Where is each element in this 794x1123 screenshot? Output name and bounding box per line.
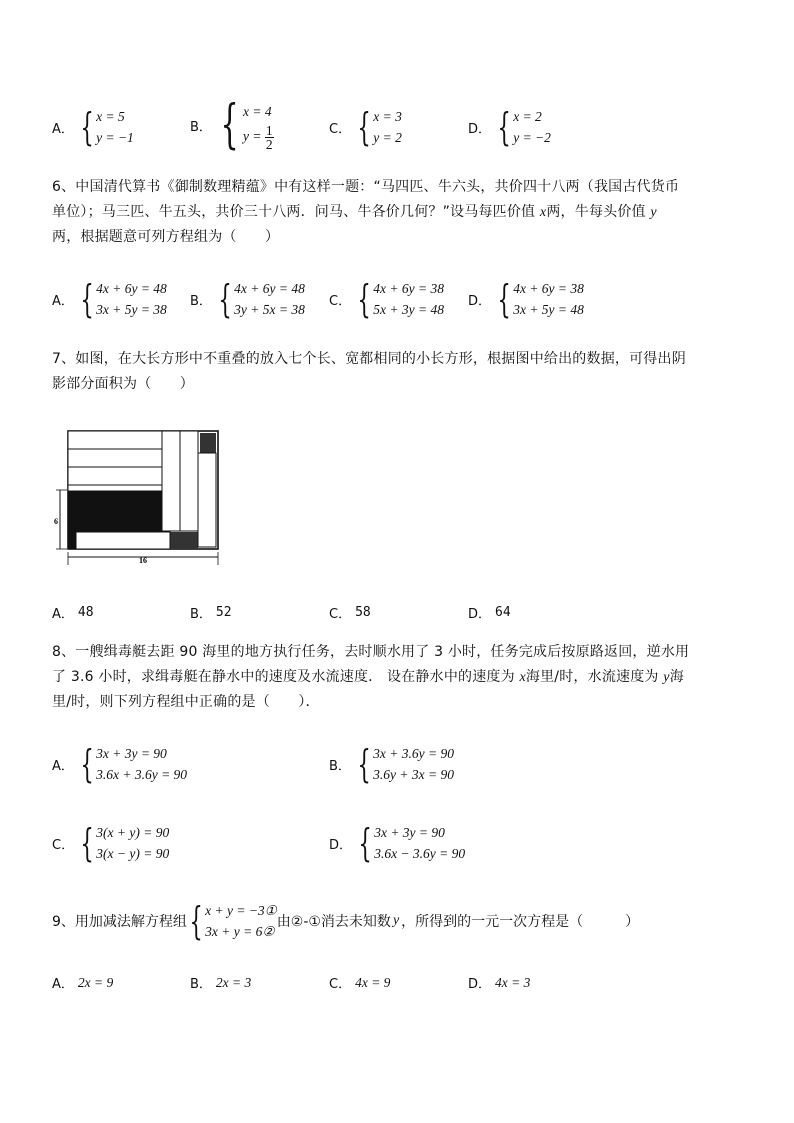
equation: x = 3 — [373, 109, 402, 124]
option-label: A． — [52, 977, 74, 992]
q9-suffix: ，所得到的一元一次方程是（ ） — [401, 914, 640, 930]
q7-option-a[interactable] — [52, 603, 94, 622]
q6-option-d[interactable] — [468, 278, 584, 320]
brace: { — [80, 742, 94, 786]
q9-option-b[interactable] — [190, 973, 251, 992]
equation: 3(x + y) = 90 — [96, 825, 170, 840]
brace: { — [357, 105, 371, 149]
question-9-text — [52, 900, 639, 942]
shaded-region-strip — [68, 532, 76, 549]
option-label: C． — [329, 607, 352, 622]
equation: x = 2 — [513, 109, 542, 124]
q8-option-c[interactable] — [52, 822, 169, 864]
q6-option-b[interactable] — [190, 278, 305, 320]
equation-fraction: y = $\frac{1}{2}$ — [243, 122, 273, 152]
option-label: B． — [329, 758, 351, 774]
equation: 4x + 6y = 38 — [513, 281, 584, 296]
q5-option-c[interactable] — [329, 106, 402, 148]
shaded-region-top-right — [200, 433, 216, 453]
option-label: B． — [190, 119, 212, 135]
q9-prefix: 9、用加减法解方程组 — [52, 914, 187, 930]
equation: 3y + 5x = 38 — [234, 302, 305, 317]
option-label: B． — [190, 977, 212, 992]
brace: { — [357, 277, 371, 321]
option-label: C． — [329, 121, 352, 137]
q5-option-d[interactable] — [468, 106, 551, 148]
option-label: A． — [52, 607, 74, 622]
brace: { — [189, 899, 203, 943]
q9-option-a[interactable] — [52, 973, 113, 992]
question-7-text — [52, 347, 742, 397]
equation: 3.6x + 3.6y = 90 — [96, 767, 188, 782]
q9-middle: 由②-①消去未知数 — [276, 914, 391, 930]
small-rect-bottom — [76, 532, 170, 549]
q9-option-c[interactable] — [329, 973, 390, 992]
small-rect-v2 — [180, 431, 198, 531]
equation: 4x + 6y = 38 — [373, 281, 444, 296]
brace: { — [358, 821, 372, 865]
equation: 3x + 3.6y = 90 — [373, 746, 454, 761]
option-value: 4x = 3 — [495, 974, 531, 990]
brace: { — [80, 821, 94, 865]
brace: { — [80, 277, 94, 321]
small-rect-h3 — [68, 467, 162, 485]
dimension-height-label: 6 — [54, 517, 58, 526]
brace: { — [80, 105, 94, 149]
equation: 3(x − y) = 90 — [96, 846, 170, 861]
option-label: D． — [329, 837, 353, 853]
option-value: 48 — [77, 605, 94, 620]
q7-option-b[interactable] — [190, 603, 232, 622]
brace: { — [497, 105, 511, 149]
option-label: A． — [52, 121, 74, 137]
brace: { — [357, 742, 371, 786]
q6-line1: 6、中国清代算书《御制数理精蕴》中有这样一题：“马四匹、牛六头，共价四十八两（我国古代货币 — [52, 179, 680, 195]
q6-option-c[interactable] — [329, 278, 444, 320]
equation: 3x + 3y = 90 — [96, 746, 167, 761]
q6-option-a[interactable] — [52, 278, 167, 320]
brace: { — [220, 95, 239, 155]
brace: { — [497, 277, 511, 321]
option-label: A． — [52, 758, 74, 774]
small-rect-v1 — [162, 431, 180, 531]
q8-option-a[interactable] — [52, 743, 187, 785]
shaded-region-bottom — [170, 532, 198, 549]
question-6-text — [52, 175, 742, 250]
q9-var: y — [392, 913, 400, 928]
small-rect-h4 — [68, 485, 162, 491]
equation: 3.6x − 3.6y = 90 — [374, 846, 466, 861]
q8-line3: 里/时，则下列方程组中正确的是（ ）． — [52, 694, 320, 710]
equation: y = 2 — [373, 130, 402, 145]
q8-option-d[interactable] — [329, 822, 465, 864]
equation: y = −2 — [513, 130, 551, 145]
equation: 4x + 6y = 48 — [234, 281, 305, 296]
option-label: A． — [52, 293, 74, 309]
equation: 5x + 3y = 48 — [373, 302, 444, 317]
equation: 3.6y + 3x = 90 — [373, 767, 454, 782]
brace: { — [218, 277, 232, 321]
equation: 3x + y = 6② — [205, 924, 275, 939]
option-label: C． — [52, 837, 75, 853]
dimension-width-label: 16 — [139, 556, 147, 565]
option-value: 58 — [355, 605, 371, 620]
option-label: B． — [190, 607, 212, 622]
small-rect-h2 — [68, 449, 162, 467]
question-8-text — [52, 640, 742, 715]
q7-figure — [52, 425, 227, 575]
option-label: D． — [468, 977, 492, 992]
q7-option-c[interactable] — [329, 603, 371, 622]
option-value: 52 — [215, 605, 232, 620]
equation: x = 4 — [243, 103, 272, 119]
q7-option-d[interactable] — [468, 603, 511, 622]
small-rect-v3 — [198, 453, 216, 547]
q6-line3: 两，根据题意可列方程组为（ ） — [52, 229, 280, 245]
q8-line1: 8、一艘缉毒艇去距 90 海里的地方执行任务，去时顺水用了 3 小时，任务完成后按原路返回，逆水用 — [52, 644, 690, 660]
equation: y = −1 — [96, 130, 134, 145]
equation: 4x + 6y = 48 — [96, 281, 167, 296]
q8-line2: 了 3.6 小时，求缉毒艇在静水中的速度及水流速度． 设在静水中的速度为 x海里/时，水流速度为 y海 — [52, 669, 684, 685]
q8-option-b[interactable] — [329, 743, 454, 785]
equation: x = 5 — [96, 109, 125, 124]
q7-line2: 影部分面积为（ ） — [52, 376, 194, 392]
equation: 3x + 5y = 48 — [513, 302, 584, 317]
equation: 3x + 5y = 38 — [96, 302, 167, 317]
q6-line2: 单位）；马三匹、牛五头，共价三十八两．问马、牛各价几何？”设马每匹价值 x两，牛每头价值 y — [52, 204, 657, 220]
small-rect-h1 — [68, 431, 162, 449]
option-label: C． — [329, 293, 352, 309]
option-value: 2x = 9 — [77, 974, 114, 990]
shaded-region-left — [68, 490, 162, 532]
option-label: D． — [468, 607, 492, 622]
option-label: B． — [190, 293, 212, 309]
option-value: 2x = 3 — [215, 974, 252, 990]
q5-option-b[interactable] — [190, 95, 274, 155]
option-label: D． — [468, 121, 492, 137]
q9-option-d[interactable] — [468, 973, 530, 992]
equation: x + y = −3① — [205, 903, 277, 918]
option-value: 64 — [495, 605, 511, 620]
q7-line1: 7、如图，在大长方形中不重叠的放入七个长、宽都相同的小长方形，根据图中给出的数据，可得出阴 — [52, 351, 686, 367]
equation: 3x + 3y = 90 — [374, 825, 445, 840]
option-label: D． — [468, 293, 492, 309]
option-value: 4x = 9 — [355, 974, 391, 990]
q5-option-a[interactable] — [52, 106, 134, 148]
option-label: C． — [329, 977, 352, 992]
